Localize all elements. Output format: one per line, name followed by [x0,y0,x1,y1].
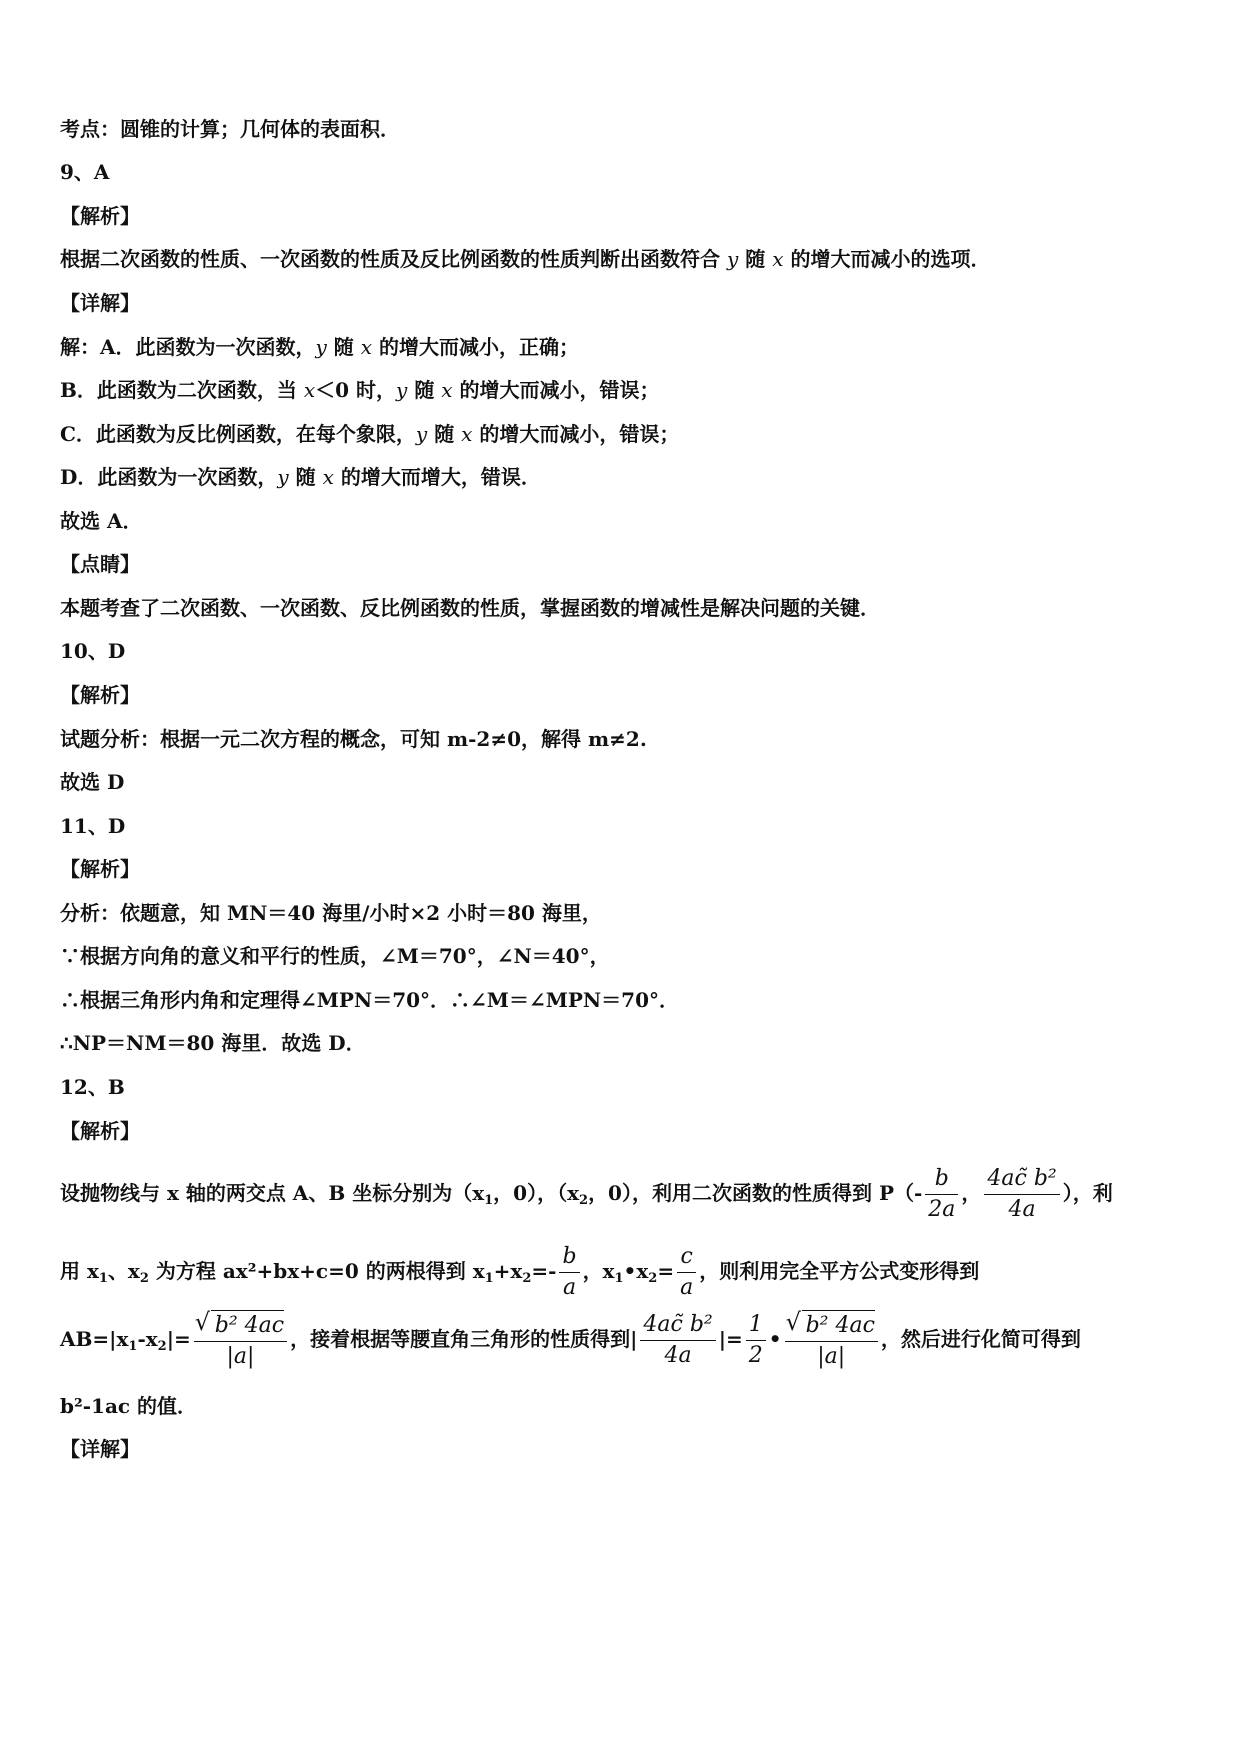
fraction-b-over-a: $\frac{b}{a}$ [559,1242,579,1303]
fraction-sqrt-discriminant: √ $\frac{\text{b² 4ac}}{|a|}$ [785,1310,878,1372]
analysis-text-11-line2: ∵根据方向角的意义和平行的性质，∠M＝70°，∠N＝40°， [60,944,610,968]
comment-heading-9: 【点睛】 [60,552,140,576]
exam-point-line: 考点：圆锥的计算；几何体的表面积． [60,117,400,141]
solution-option-a: 解：A．此函数为一次函数，y 随 x 的增大而减小，正确； [60,335,580,359]
analysis-heading-11: 【解析】 [60,857,140,881]
analysis-heading-12: 【解析】 [60,1119,140,1143]
analysis-text-12-line4: b²-1ac 的值． [60,1394,198,1418]
solution-option-d: D．此函数为一次函数，y 随 x 的增大而增大，错误． [60,465,541,489]
analysis-text-11-line3: ∴根据三角形内角和定理得∠MPN＝70°．∴∠M＝∠MPN＝70°． [60,988,679,1012]
fraction-one-half: $\frac{1}{2}$ [746,1310,766,1371]
analysis-text-12-line2: 用 $x_1$、$x_2$ 为方程 ax²+bx+c=0 的两根得到 $x_1+x_2=-$ $\frac{b}{a}$ ，$x_1•x_2=$ $\frac{c}{a}$ ，则利用完全平方公式变形得到 [60,1240,979,1310]
fraction-ab-length: √ $\frac{\text{b² 4ac}}{|a|}$ [194,1310,287,1372]
comment-text-9: 本题考查了二次函数、一次函数、反比例函数的性质，掌握函数的增减性是解决问题的关键． [60,596,880,620]
fraction-b-over-2a: $\frac{b}{2a}$ [925,1164,958,1225]
analysis-text-11-line1: 分析：依题意，知 MN＝40 海里/小时×2 小时＝80 海里， [60,901,602,925]
detail-heading-9: 【详解】 [60,291,140,315]
detail-heading-12: 【详解】 [60,1437,140,1461]
fraction-vertex-height: $\frac{\text{4ac̃ b²}}{4a}$ [640,1310,715,1371]
answer-9: 9、A [60,160,110,184]
analysis-text-11-line4: ∴NP＝NM＝80 海里．故选 D． [60,1031,366,1055]
fraction-vertex-y: $\frac{\text{4ac̃ b²}}{4a}$ [984,1164,1059,1225]
analysis-text-12-line1: 设抛物线与 x 轴的两交点 A、B 坐标分别为（$x_1$，0），（$x_2$，0），利用二次函数的性质得到 P（- $\frac{b}{2a}$ ， $\frac{\text{4ac̃ b²}}{4a}$ ），利 [60,1162,1113,1232]
answer-10: 10、D [60,639,126,663]
analysis-heading-9: 【解析】 [60,204,140,228]
answer-11: 11、D [60,814,126,838]
solution-option-c: C．此函数为反比例函数，在每个象限，y 随 x 的增大而减小，错误； [60,422,680,446]
fraction-c-over-a: $\frac{c}{a}$ [677,1242,696,1303]
solution-option-b: B．此函数为二次函数，当 x＜0 时，y 随 x 的增大而减小，错误； [60,378,660,402]
conclusion-9: 故选 A． [60,509,143,533]
conclusion-10: 故选 D [60,770,125,794]
analysis-text-10: 试题分析：根据一元二次方程的概念，可知 m-2≠0，解得 m≠2. [60,727,647,751]
analysis-text-9: 根据二次函数的性质、一次函数的性质及反比例函数的性质判断出函数符合 y 随 x 的增大而减小的选项． [60,247,991,271]
answer-12: 12、B [60,1075,125,1099]
analysis-heading-10: 【解析】 [60,683,140,707]
analysis-text-12-line3: $AB=|x_1-x_2|=$ √ $\frac{\text{b² 4ac}}{|a|}$ ，接着根据等腰直角三角形的性质得到| $\frac{\text{4ac̃ b²}}{4a}$ |= $\frac{1}{2}$ • √ $\frac{\text{b² 4ac}}{|a|}$ ，然后进行化简可得到 [60,1308,1081,1378]
